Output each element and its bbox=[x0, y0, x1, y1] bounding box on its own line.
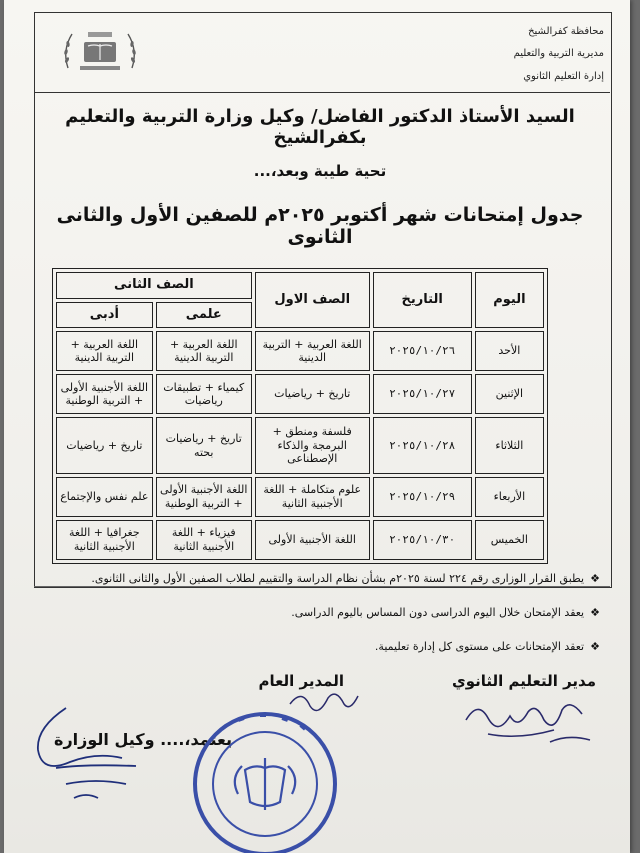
secondary-director-title: مدير التعليم الثانوي bbox=[451, 672, 596, 690]
diamond-bullet-icon: ❖ bbox=[590, 606, 600, 619]
general-director-title: المدير العام bbox=[258, 672, 344, 690]
cell-literary: اللغة الأجنبية الأولى + التربية الوطنية bbox=[56, 374, 153, 414]
note-text: تعقد الإمتحانات على مستوى كل إدارة تعليمية. bbox=[374, 640, 585, 653]
diamond-bullet-icon: ❖ bbox=[590, 640, 600, 653]
note-text: يعقد الإمتحان خلال اليوم الدراسى دون المساس باليوم الدراسى. bbox=[291, 606, 585, 619]
table-header-row bbox=[56, 272, 544, 299]
cell-day: الثلاثاء bbox=[475, 417, 544, 474]
cell-date: ٢٠٢٥/١٠/٢٦ bbox=[373, 331, 472, 371]
secondary-director-signature-icon bbox=[458, 690, 598, 754]
cell-grade-one: فلسفة ومنطق + البرمجة والذكاء الإصطناعى bbox=[255, 417, 370, 474]
list-item bbox=[291, 606, 600, 619]
cell-grade-one: تاريخ + رياضيات bbox=[255, 374, 370, 414]
cell-date: ٢٠٢٥/١٠/٢٨ bbox=[373, 417, 472, 474]
deputy-signature-scribble-icon bbox=[26, 688, 156, 808]
list-item bbox=[375, 640, 600, 653]
cell-grade-one: علوم متكاملة + اللغة الأجنبية الثانية bbox=[255, 477, 370, 517]
cell-day: الخميس bbox=[475, 520, 544, 560]
cell-literary: جغرافيا + اللغة الأجنبية الثانية bbox=[56, 520, 153, 560]
table-row bbox=[56, 520, 544, 560]
header-date: التاريخ bbox=[373, 272, 472, 328]
cell-day: الأربعاء bbox=[475, 477, 544, 517]
header-administration: إدارة التعليم الثانوي bbox=[523, 71, 604, 82]
cell-literary: اللغة العربية + التربية الدينية bbox=[56, 331, 153, 371]
cell-grade-one: اللغة العربية + التربية الدينية bbox=[255, 331, 370, 371]
header-grade-two: الصف الثانى bbox=[56, 272, 252, 299]
document-title: جدول إمتحانات شهر أكتوبر ٢٠٢٥م للصفين الأول والثانى الثانوى bbox=[56, 204, 584, 248]
header-literary-track: أدبى bbox=[56, 302, 153, 329]
cell-day: الأحد bbox=[475, 331, 544, 371]
cell-grade-one: اللغة الأجنبية الأولى bbox=[255, 520, 370, 560]
addressee-line: السيد الأستاذ الدكتور الفاضل/ وكيل وزارة التربية والتعليم بكفرالشيخ bbox=[65, 106, 575, 148]
table-row bbox=[56, 374, 544, 414]
header-grade-one: الصف الاول bbox=[255, 272, 370, 328]
cell-day: الإثنين bbox=[475, 374, 544, 414]
ministry-logo-icon bbox=[58, 20, 142, 80]
table-row bbox=[56, 477, 544, 517]
cell-science: اللغة العربية + التربية الدينية bbox=[156, 331, 252, 371]
cell-date: ٢٠٢٥/١٠/٣٠ bbox=[373, 520, 472, 560]
header-directorate: مديرية التربية والتعليم bbox=[513, 48, 604, 59]
cell-science: كيمياء + تطبيقات رياضيات bbox=[156, 374, 252, 414]
header-science-track: علمى bbox=[156, 302, 252, 329]
cell-literary: تاريخ + رياضيات bbox=[56, 417, 153, 474]
cell-literary: علم نفس والإجتماع bbox=[56, 477, 153, 517]
frame-bottom-rule bbox=[34, 586, 610, 587]
exam-schedule-table bbox=[52, 268, 548, 564]
cell-science: اللغة الأجنبية الأولى + التربية الوطنية bbox=[156, 477, 252, 517]
official-stamp-icon bbox=[190, 706, 340, 853]
note-text: يطبق القرار الوزارى رقم ٢٢٤ لسنة ٢٠٢٥م بشأن نظام الدراسة والتقييم لطلاب الصفين الأول والثانى الثانوى. bbox=[91, 572, 585, 585]
cell-date: ٢٠٢٥/١٠/٢٩ bbox=[373, 477, 472, 517]
cell-date: ٢٠٢٥/١٠/٢٧ bbox=[373, 374, 472, 414]
header-day: اليوم bbox=[475, 272, 544, 328]
greeting-line: تحية طيبة وبعد،... bbox=[253, 162, 387, 180]
table-row bbox=[56, 331, 544, 371]
cell-science: تاريخ + رياضيات بحته bbox=[156, 417, 252, 474]
cell-science: فيزياء + اللغة الأجنبية الثانية bbox=[156, 520, 252, 560]
header-divider bbox=[34, 92, 610, 93]
diamond-bullet-icon: ❖ bbox=[590, 572, 600, 585]
table-row bbox=[56, 417, 544, 474]
list-item bbox=[91, 572, 600, 585]
approval-line: يعتمد،.... وكيل الوزارة bbox=[54, 730, 233, 749]
header-governorate: محافظة كفرالشيخ bbox=[528, 26, 604, 37]
